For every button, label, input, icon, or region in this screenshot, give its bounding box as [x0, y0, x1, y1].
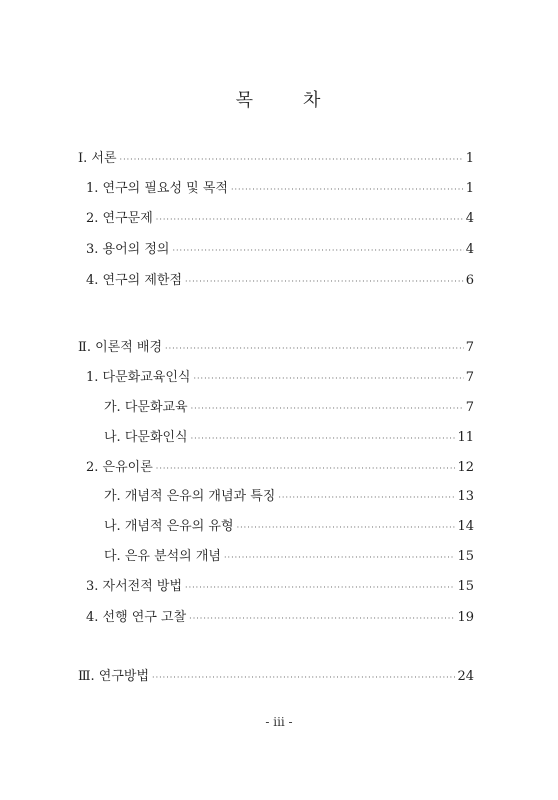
toc-entry-label: 가. 다문화교육: [104, 400, 188, 415]
toc-dot-leader: [193, 369, 463, 389]
toc-entry-label: 2. 연구문제: [86, 211, 153, 226]
toc-dot-leader: [156, 459, 456, 479]
toc-entry-label: 나. 다문화인식: [104, 430, 188, 445]
toc-dot-leader: [189, 609, 455, 629]
toc-entry-label: 2. 은유이론: [86, 460, 153, 475]
toc-entry-page: 14: [457, 519, 474, 534]
toc-entry-page: 15: [457, 549, 474, 564]
toc-entry-label: Ⅰ. 서론: [78, 151, 117, 166]
toc-entry-page: 4: [465, 242, 474, 257]
toc-entry-page: 7: [465, 400, 474, 415]
toc-entry-page: 13: [457, 489, 474, 504]
toc-dot-leader: [237, 518, 456, 538]
toc-entry-label: 나. 개념적 은유의 유형: [104, 519, 234, 534]
toc-dot-leader: [165, 339, 464, 359]
toc-entry[interactable]: [86, 575, 474, 595]
toc-entry-label: 3. 용어의 정의: [86, 242, 170, 257]
toc-entry[interactable]: [104, 545, 474, 565]
toc-dot-leader: [156, 210, 464, 230]
toc-entry-page: 7: [465, 340, 474, 355]
toc-entry-page: 19: [457, 610, 474, 625]
toc-entry[interactable]: [78, 147, 474, 167]
toc-dot-leader: [278, 488, 455, 508]
toc-entry[interactable]: [86, 207, 474, 227]
toc-entry[interactable]: [86, 366, 474, 386]
toc-entry[interactable]: [78, 665, 474, 685]
toc-entry-label: 4. 연구의 제한점: [86, 273, 183, 288]
toc-entry-page: 7: [465, 370, 474, 385]
toc-entry-page: 11: [457, 430, 474, 445]
toc-entry[interactable]: [104, 485, 474, 505]
toc-entry[interactable]: [104, 515, 474, 535]
toc-entry[interactable]: [78, 336, 474, 356]
toc-entry-page: 6: [465, 273, 474, 288]
toc-entry[interactable]: [104, 426, 474, 446]
toc-dot-leader: [152, 668, 455, 688]
toc-entry[interactable]: [104, 396, 474, 416]
toc-entry-page: 4: [465, 211, 474, 226]
toc-dot-leader: [172, 241, 463, 261]
toc-entry[interactable]: [86, 177, 474, 197]
toc-dot-leader: [191, 399, 464, 419]
toc-dot-leader: [185, 578, 455, 598]
page-number: - iii -: [265, 715, 293, 729]
toc-entry[interactable]: [86, 269, 474, 289]
toc-entry-label: 3. 자서전적 방법: [86, 579, 183, 594]
toc-dot-leader: [185, 272, 464, 292]
toc-dot-leader: [191, 429, 456, 449]
toc-entry-label: Ⅱ. 이론적 배경: [78, 340, 163, 355]
page-title-right: 차: [303, 90, 323, 111]
toc-entry[interactable]: [86, 606, 474, 626]
toc-entry-label: Ⅲ. 연구방법: [78, 669, 150, 684]
toc-dot-leader: [231, 180, 464, 200]
toc-entry[interactable]: [86, 456, 474, 476]
toc-entry-page: 15: [457, 579, 474, 594]
toc-entry-label: 1. 연구의 필요성 및 목적: [86, 181, 228, 196]
toc-entry-page: 1: [465, 181, 474, 196]
toc-entry-label: 1. 다문화교육인식: [86, 370, 191, 385]
toc-entry-label: 4. 선행 연구 고찰: [86, 610, 187, 625]
toc-entry[interactable]: [86, 238, 474, 258]
toc-entry-label: 가. 개념적 은유의 개념과 특징: [104, 489, 276, 504]
toc-entry-page: 1: [465, 151, 474, 166]
page-title-left: 목: [235, 90, 255, 111]
toc-entry-page: 24: [457, 669, 474, 684]
toc-entry-label: 다. 은유 분석의 개념: [104, 549, 221, 564]
toc-entry-page: 12: [457, 460, 474, 475]
toc-dot-leader: [120, 150, 464, 170]
toc-dot-leader: [224, 548, 455, 568]
